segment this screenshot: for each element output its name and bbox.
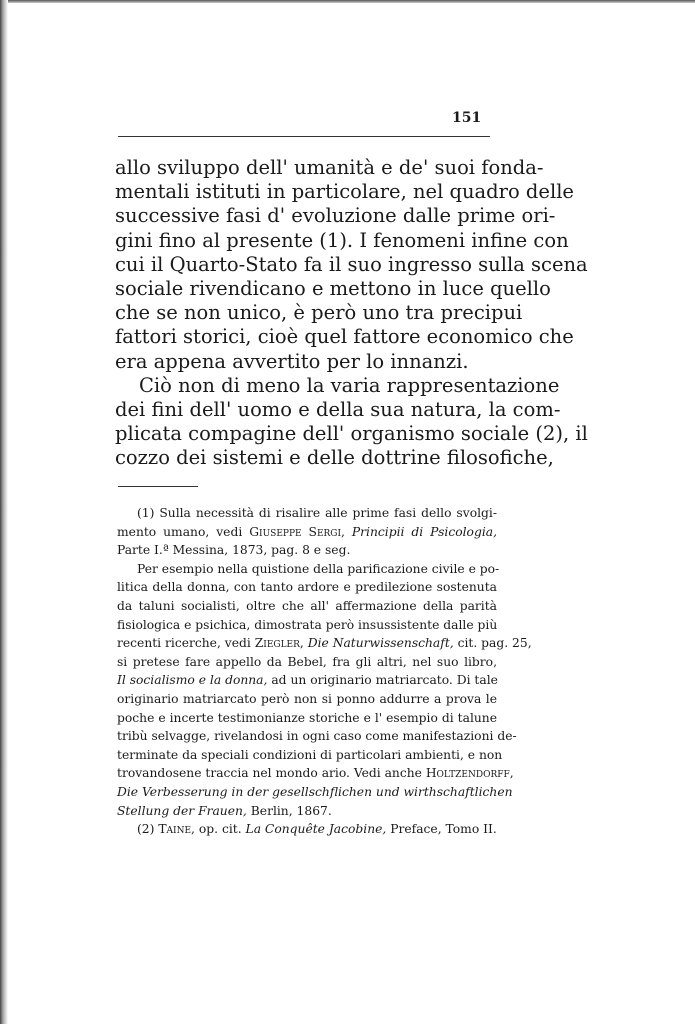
footnotes — [117, 504, 532, 839]
footnote-text: recenti ricerche, vedi — [117, 636, 255, 651]
footnote-line — [117, 783, 513, 802]
footnote-line — [117, 727, 517, 746]
footnote-text: fisiologica e psichica, dimostrata però insussistente dalle più — [117, 617, 498, 632]
footnote-line — [117, 634, 532, 653]
italic-title: Die Verbesserung in der gesellschflichen und wirthschaftlichen — [117, 784, 513, 799]
scan-edge-top — [0, 0, 695, 3]
footnote-text: mento umano, vedi — [117, 524, 250, 539]
italic-title: Stellung der Frauen, — [117, 803, 247, 818]
footnote-line — [117, 653, 497, 672]
footnote-text: ad un originario matriarcato. Di tale — [267, 673, 498, 688]
footnote-text: , — [299, 636, 308, 651]
footnote-rule — [118, 486, 198, 487]
footnote-line — [117, 541, 497, 560]
italic-title: Il socialismo e la donna, — [117, 673, 268, 688]
footnote-line — [117, 764, 514, 783]
footnote-text: Parte I.ª Messina, 1873, pag. 8 e seg. — [117, 543, 351, 558]
footnote-text: cit. pag. 25, — [453, 636, 532, 651]
footnote-text: , op. cit. — [191, 822, 246, 837]
body-text — [115, 156, 588, 471]
footnote-text: (1) Sulla necessità di risalire alle prime fasi dello svolgi- — [137, 506, 497, 520]
body-line: dei fini dell' uomo e della sua natura, la com- — [115, 398, 561, 422]
footnote-text: , — [341, 524, 352, 539]
footnote-text: terminate da speciali condizioni di particolari ambienti, e non — [117, 747, 503, 762]
footnote-text: Berlin, 1867. — [246, 803, 332, 818]
footnote-text: si pretese fare appello da Bebel, fra gli altri, nel suo libro, — [117, 654, 497, 669]
italic-title: Principii di Psicologia, — [351, 524, 498, 539]
author-name: Giuseppe Sergi — [249, 524, 342, 539]
footnote-line — [117, 504, 497, 523]
footnote-line — [117, 523, 497, 542]
footnote-text: Per esempio nella quistione della parificazione civile e po- — [137, 561, 500, 576]
footnote-text: originario matriarcato però non si ponno addurre a prova le — [117, 691, 497, 706]
italic-title: La Conquête Jacobine, — [245, 822, 387, 837]
footnote-text: (2) — [137, 822, 159, 837]
body-line: successive fasi d' evoluzione dalle prime ori- — [115, 204, 556, 228]
body-line: allo sviluppo dell' umanità e de' suoi fonda- — [115, 156, 544, 179]
footnote-text: da taluni socialisti, oltre che all' affermazione della parità — [117, 598, 497, 613]
body-line: cozzo dei sistemi e delle dottrine filosofiche, — [115, 446, 554, 470]
author-name: Ziegler — [254, 636, 300, 651]
header-rule — [118, 136, 490, 137]
footnote-line — [117, 746, 503, 765]
italic-title: Die Naturwissenschaft, — [307, 636, 454, 651]
footnote-text: , — [509, 766, 514, 781]
footnote-line — [117, 802, 497, 821]
footnote-line — [117, 671, 497, 690]
body-line: fattori storici, cioè quel fattore economico che — [115, 325, 574, 349]
author-name: Holtzendorff — [425, 766, 510, 781]
footnote-text: trovandosene traccia nel mondo ario. Vedi anche — [117, 766, 426, 781]
body-line: era appena avvertito per lo innanzi. — [115, 349, 469, 373]
body-line: sociale rivendicano e mettono in luce quello — [115, 277, 551, 301]
footnote-line — [117, 560, 500, 579]
body-line: plicata compagine dell' organismo sociale (2), il — [115, 422, 588, 446]
scan-edge-left — [0, 0, 8, 1024]
footnote-line — [117, 820, 497, 839]
footnote-line — [117, 690, 497, 709]
author-name: Taine — [158, 822, 192, 837]
body-line: che se non unico, è però uno tra precipui — [115, 301, 523, 325]
body-line: Ciò non di meno la varia rappresentazione — [139, 373, 560, 397]
body-line: cui il Quarto-Stato fa il suo ingresso sulla scena — [115, 252, 588, 276]
footnote-text: tribù selvagge, rivelandosi in ogni caso come manifestazioni de- — [117, 729, 517, 744]
body-line: gini fino al presente (1). I fenomeni infine con — [115, 228, 569, 252]
footnote-text: litica della donna, con tanto ardore e predilezione sostenuta — [117, 580, 497, 595]
page-number: 151 — [452, 110, 482, 126]
footnote-line — [117, 709, 497, 728]
footnote-line — [117, 597, 497, 616]
footnote-line — [117, 616, 497, 635]
footnote-text: Preface, Tomo II. — [386, 822, 497, 837]
footnote-line — [117, 578, 497, 597]
body-line: mentali istituti in particolare, nel quadro delle — [115, 180, 574, 204]
footnote-text: poche e incerte testimonianze storiche e l' esempio di talune — [117, 710, 497, 725]
